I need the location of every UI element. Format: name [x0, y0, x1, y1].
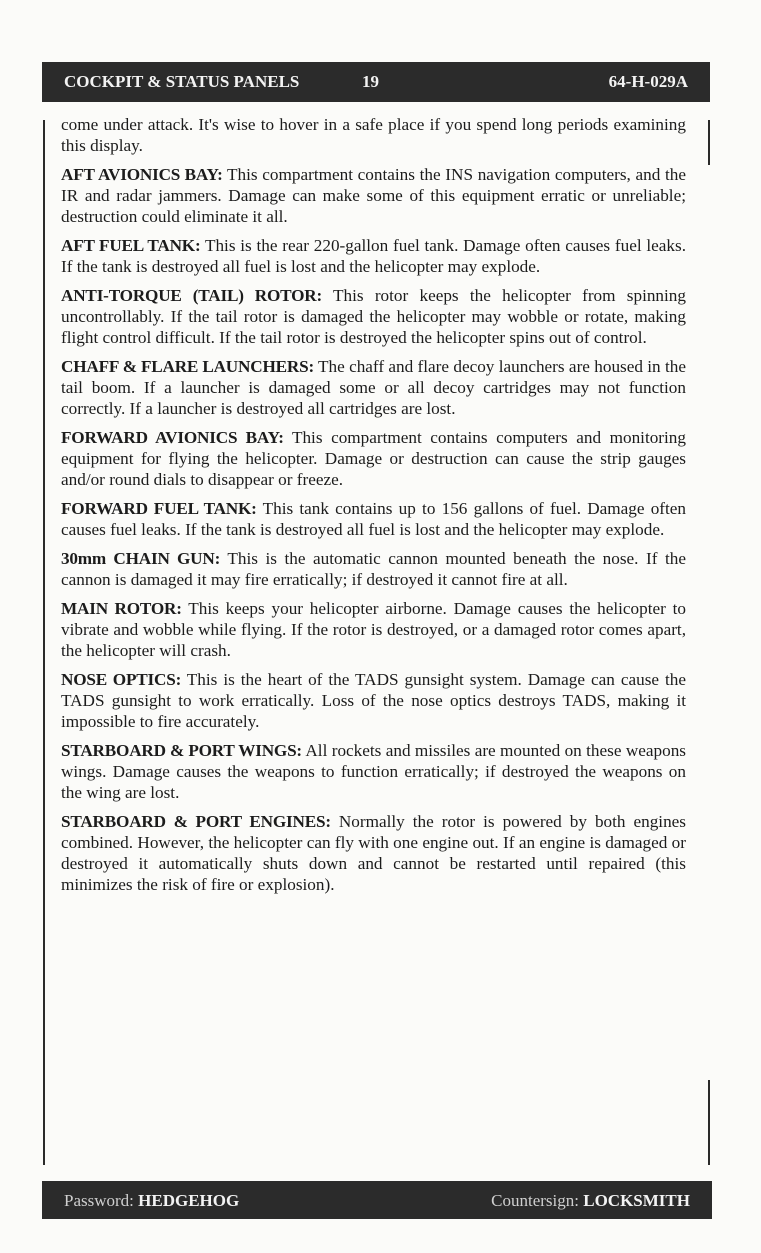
entry-text: This keeps your helicopter airborne. Damage causes the helicopter to vibrate and wobble while flying. If the rotor is destroyed, or a damaged rotor comes apart, the helicopter will crash. — [61, 599, 686, 660]
entry-anti-torque-rotor — [61, 285, 686, 348]
entry-text: Normally the rotor is powered by both engines combined. However, the helicopter can fly with one engine out. If an engine is damaged or destroyed it automatically shuts down and cannot be restarted until repaired (this minimizes the risk of fire or explosion). — [61, 812, 686, 894]
entry-aft-fuel-tank — [61, 235, 686, 277]
right-margin-rule-top — [708, 120, 710, 165]
entry-term: STARBOARD & PORT WINGS: — [61, 741, 302, 760]
entry-text: This compartment contains computers and monitoring equipment for flying the helicopter. Damage or destruction can cause the strip gauges and/or round dials to disappear or freeze. — [61, 428, 686, 489]
entry-text: This is the automatic cannon mounted beneath the nose. If the cannon is damaged it may fire erratically; if destroyed it cannot fire at all. — [61, 549, 686, 589]
entry-nose-optics — [61, 669, 686, 732]
page-header — [42, 62, 710, 102]
password-value: HEDGEHOG — [138, 1191, 240, 1210]
right-margin-rule-bottom — [708, 1080, 710, 1165]
body-text — [61, 114, 686, 903]
entry-text: This is the rear 220-gallon fuel tank. Damage often causes fuel leaks. If the tank is destroyed all fuel is lost and the helicopter may explode. — [61, 236, 686, 276]
intro-paragraph: come under attack. It's wise to hover in a safe place if you spend long periods examining this display. — [61, 115, 686, 155]
entry-engines — [61, 811, 686, 895]
entry-forward-avionics-bay — [61, 427, 686, 490]
entry-chaff-flare-launchers — [61, 356, 686, 419]
countersign-label: Countersign: — [491, 1191, 584, 1210]
countersign-line — [491, 1191, 690, 1211]
entry-term: AFT AVIONICS BAY: — [61, 165, 223, 184]
entry-forward-fuel-tank — [61, 498, 686, 540]
password-line — [64, 1191, 239, 1211]
left-margin-rule — [43, 120, 45, 1165]
entry-text: All rockets and missiles are mounted on these weapons wings. Damage causes the weapons to function erratically; if destroyed the weapons on the wing are lost. — [61, 741, 686, 802]
entry-term: NOSE OPTICS: — [61, 670, 182, 689]
document-code: 64-H-029A — [608, 72, 688, 91]
page-footer — [42, 1181, 712, 1219]
entry-term: MAIN ROTOR: — [61, 599, 182, 618]
password-label: Password: — [64, 1191, 139, 1210]
entry-main-rotor — [61, 598, 686, 661]
entry-text: This tank contains up to 156 gallons of fuel. Damage often causes fuel leaks. If the tank is destroyed all fuel is lost and the helicopter may explode. — [61, 499, 687, 539]
entry-wings — [61, 740, 686, 803]
entry-aft-avionics-bay — [61, 164, 686, 227]
countersign-value: LOCKSMITH — [583, 1191, 690, 1210]
entry-term: STARBOARD & PORT ENGINES: — [61, 812, 331, 831]
section-title: COCKPIT & STATUS PANELS — [64, 72, 300, 91]
entry-term: FORWARD FUEL TANK: — [61, 499, 257, 518]
entry-term: CHAFF & FLARE LAUNCHERS: — [61, 357, 314, 376]
entry-term: 30mm CHAIN GUN: — [61, 549, 221, 568]
entry-text: The chaff and flare decoy launchers are housed in the tail boom. If a launcher is damaged some or all decoy cartridges may not function correctly. If a launcher is destroyed all cartridges are lost. — [61, 357, 686, 418]
entry-text: This rotor keeps the helicopter from spinning uncontrollably. If the tail rotor is damaged the helicopter may wobble or rotate, making flight control difficult. If the tail rotor is destroyed the helicopter spins out of control. — [61, 286, 686, 347]
entry-term: ANTI-TORQUE (TAIL) ROTOR: — [61, 286, 323, 305]
entry-chain-gun — [61, 548, 686, 590]
entry-text: This compartment contains the INS navigation computers, and the IR and radar jammers. Damage can make some of this equipment erratic or unreliable; destruction could eliminate it all. — [61, 165, 687, 226]
entry-text: This is the heart of the TADS gunsight system. Damage can cause the TADS gunsight to work erratically. Loss of the nose optics destroys TADS, making it impossible to fire accurately. — [61, 670, 686, 731]
page-number: 19 — [362, 72, 379, 91]
entry-term: AFT FUEL TANK: — [61, 236, 201, 255]
entry-term: FORWARD AVIONICS BAY: — [61, 428, 284, 447]
